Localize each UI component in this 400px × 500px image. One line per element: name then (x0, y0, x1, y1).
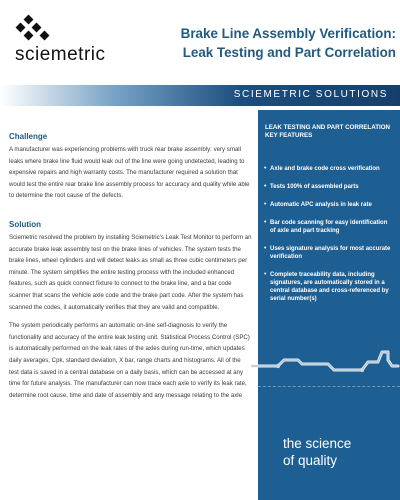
feature-text: Bar code scanning for easy identification of axle and part tracking (270, 220, 388, 234)
feature-text: Tests 100% of assembled parts (270, 184, 359, 190)
divider (258, 386, 400, 387)
solutions-band (0, 85, 400, 106)
main-content (9, 110, 252, 408)
brand-name: sciemetric (15, 44, 106, 65)
bullet-icon: • (264, 271, 267, 278)
feature-item (264, 183, 394, 191)
bullet-icon: • (264, 165, 267, 172)
solution-paragraph-1: Sciemetric resolved the problem by installing Sciemetric's Leak Test Monitor to perform an accurate brake leak assembly test on the brake lines of vehicles. The system tests the brake lines, wheel cylinders and will detect leaks as small as three cubic centimeters per minute. The system simplifies the entire testing process with the included enhanced features, such as quick connect fixture to connect to the brake line, and a bar code scanner that scans the vehicle axle code and the brake part code. After the system has scanned the codes, it automatically verifies that they are valid and compatible. (9, 233, 252, 311)
solutions-band-label: SCIEMETRIC SOLUTIONS (233, 89, 388, 100)
challenge-paragraph: A manufacturer was experiencing problems with truck rear brake assembly: very small leaks where brake line fluid would leak out of the line were going undetected, leading to expensive repairs and high warranty costs. The manufacturer required a solution that would test the entire rear brake line assembly process for accuracy and quality while able to determine the root cause of the defects. (9, 146, 250, 200)
feature-list (264, 165, 394, 313)
solution-heading: Solution (9, 219, 41, 229)
brake-line-illustration-icon (250, 330, 400, 390)
feature-item (264, 271, 394, 303)
tagline-line-2: of quality (283, 453, 338, 468)
title-line-2: Leak Testing and Part Correlation (182, 45, 396, 60)
feature-text: Axle and brake code cross verification (270, 166, 380, 172)
bullet-icon: • (264, 183, 267, 190)
feature-item (264, 165, 394, 173)
solution-paragraph-2: The system periodically performs an automatic on-line self-diagnosis to verify the functionality and accuracy of the entire leak testing unit. Statistical Process Control (SPC) is automatically performed on the leak rates of the axles during run-time, which updates daily averages, Cpk, standard deviation, X bar, range charts and histograms. All of the test data is saved in a central database on a daily basis, which can be accessed at any time for future analysis. The manufacturer can now trace each axle to verify its leak rate, determine root cause, time and date of assembly and any message relating to the axle (9, 322, 250, 399)
feature-item (264, 201, 394, 209)
bullet-icon: • (264, 201, 267, 208)
tagline-line-1: the science (283, 436, 352, 451)
sidebar-heading: LEAK TESTING AND PART CORRELATION KEY FEATURES (265, 124, 391, 139)
feature-text: Automatic APC analysis in leak rate (270, 202, 372, 208)
feature-item (264, 245, 394, 261)
bullet-icon: • (264, 245, 267, 252)
tagline (283, 435, 351, 469)
challenge-heading: Challenge (9, 132, 48, 141)
feature-text: Complete traceability data, including signatures, are automatically stored in a central database and cross-referenced by serial number(s) (270, 272, 389, 302)
feature-item (264, 219, 394, 235)
feature-text: Uses signature analysis for most accurate verification (270, 246, 391, 260)
page-title (148, 24, 396, 62)
bullet-icon: • (264, 219, 267, 226)
title-line-1: Brake Line Assembly Verification: (180, 26, 396, 41)
